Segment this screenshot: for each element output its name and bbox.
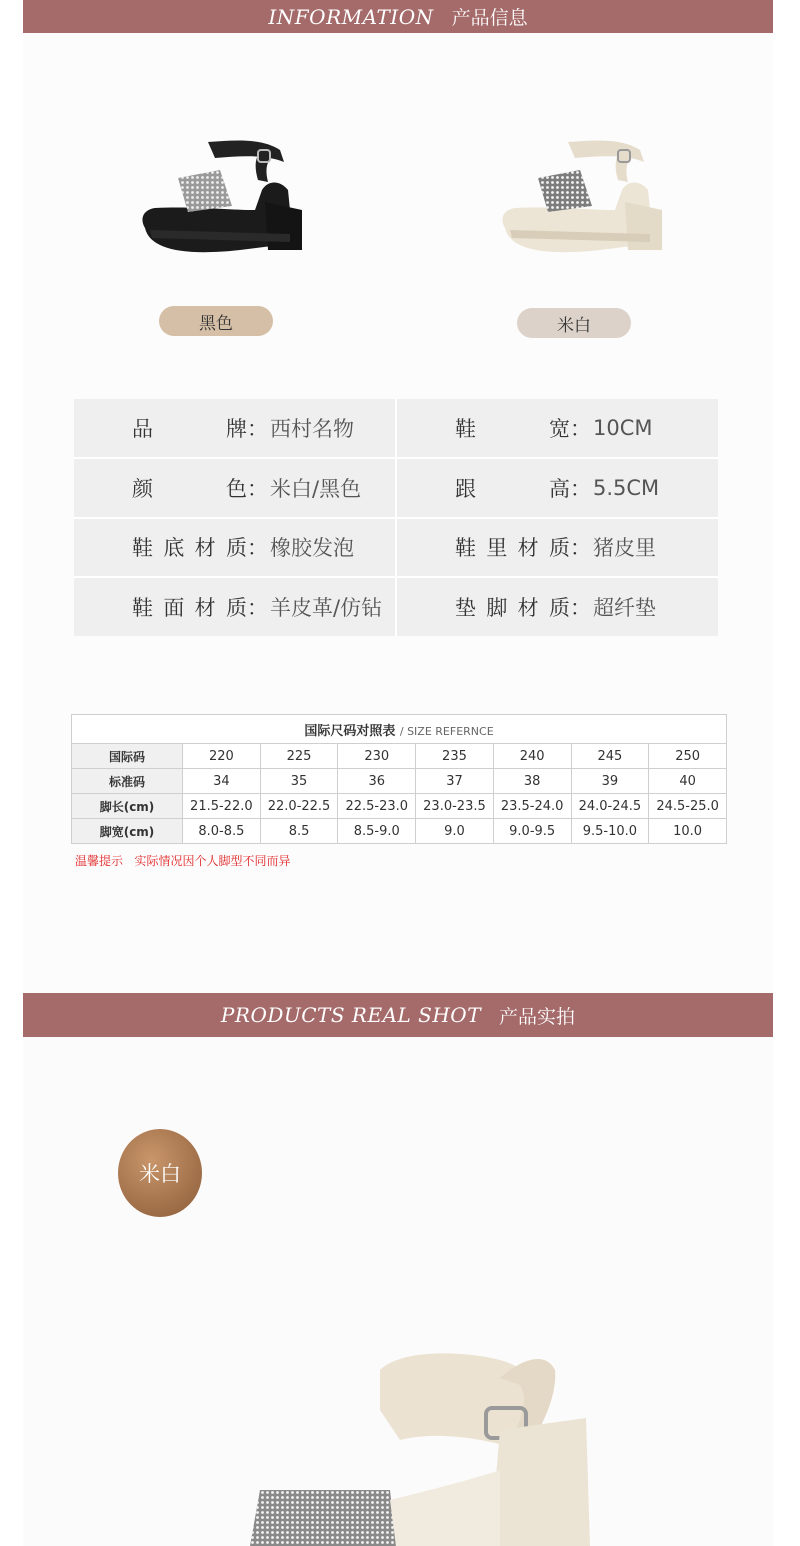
size-cell: 9.0-9.5 [493,819,571,844]
size-cell: 23.5-24.0 [493,794,571,819]
banner-title-en: INFORMATION [268,4,434,29]
row-label: 脚长(cm) [72,794,183,819]
size-row-standard [72,769,727,794]
black-sandal-image [90,110,340,280]
color-swatch-offwhite: 米白 [118,1129,202,1217]
banner-title-cn: 产品实拍 [499,1005,576,1028]
size-chart-table [71,714,727,844]
size-note: 温馨提示 实际情况因个人脚型不同而异 [75,854,291,868]
size-cell: 38 [493,769,571,794]
size-cell: 230 [338,744,416,769]
banner-title-cn: 产品信息 [451,7,528,29]
size-cell: 34 [183,769,261,794]
size-cell: 10.0 [649,819,727,844]
spec-sole-material: 鞋底材质 ： 橡胶发泡 [74,519,395,577]
size-cell: 37 [416,769,494,794]
size-cell: 220 [183,744,261,769]
size-cell: 39 [571,769,649,794]
spec-upper-material: 鞋面材质 ： 羊皮革/仿钻 [74,578,395,636]
size-chart-caption [72,715,727,744]
offwhite-sandal-closeup-image [200,1330,680,1546]
spec-heel-height: 跟高 ： 5.5CM [397,459,718,517]
spec-brand: 品牌 ： 西村名物 [74,399,395,457]
size-cell: 24.0-24.5 [571,794,649,819]
size-cell: 35 [260,769,338,794]
spec-insole-material: 垫脚材质 ： 超纤垫 [397,578,718,636]
size-row-foot-length [72,794,727,819]
size-chart-subtitle: / SIZE REFERNCE [399,724,494,738]
banner-title-en: PRODUCTS REAL SHOT [220,1003,482,1027]
spec-width: 鞋宽 ： 10CM [397,399,718,457]
size-cell: 40 [649,769,727,794]
row-label: 标准码 [72,769,183,794]
real-shot-banner [23,993,773,1037]
size-cell: 22.0-22.5 [260,794,338,819]
spec-lining-material: 鞋里材质 ： 猪皮里 [397,519,718,577]
size-cell: 245 [571,744,649,769]
size-cell: 8.0-8.5 [183,819,261,844]
size-cell: 23.0-23.5 [416,794,494,819]
spec-table [74,399,718,636]
color-pill-offwhite: 米白 [517,308,631,338]
size-cell: 24.5-25.0 [649,794,727,819]
spec-color: 颜色 ： 米白/黑色 [74,459,395,517]
size-cell: 8.5-9.0 [338,819,416,844]
size-cell: 240 [493,744,571,769]
size-cell: 22.5-23.0 [338,794,416,819]
size-cell: 9.5-10.0 [571,819,649,844]
size-cell: 235 [416,744,494,769]
size-chart-title: 国际尺码对照表 [304,723,396,739]
size-cell: 9.0 [416,819,494,844]
size-cell: 21.5-22.0 [183,794,261,819]
size-row-international [72,744,727,769]
row-label: 脚宽(cm) [72,819,183,844]
offwhite-sandal-image [450,110,700,280]
size-cell: 225 [260,744,338,769]
size-cell: 36 [338,769,416,794]
size-cell: 8.5 [260,819,338,844]
information-banner [23,0,773,33]
size-row-foot-width [72,819,727,844]
size-cell: 250 [649,744,727,769]
row-label: 国际码 [72,744,183,769]
color-pill-black: 黑色 [159,306,273,336]
